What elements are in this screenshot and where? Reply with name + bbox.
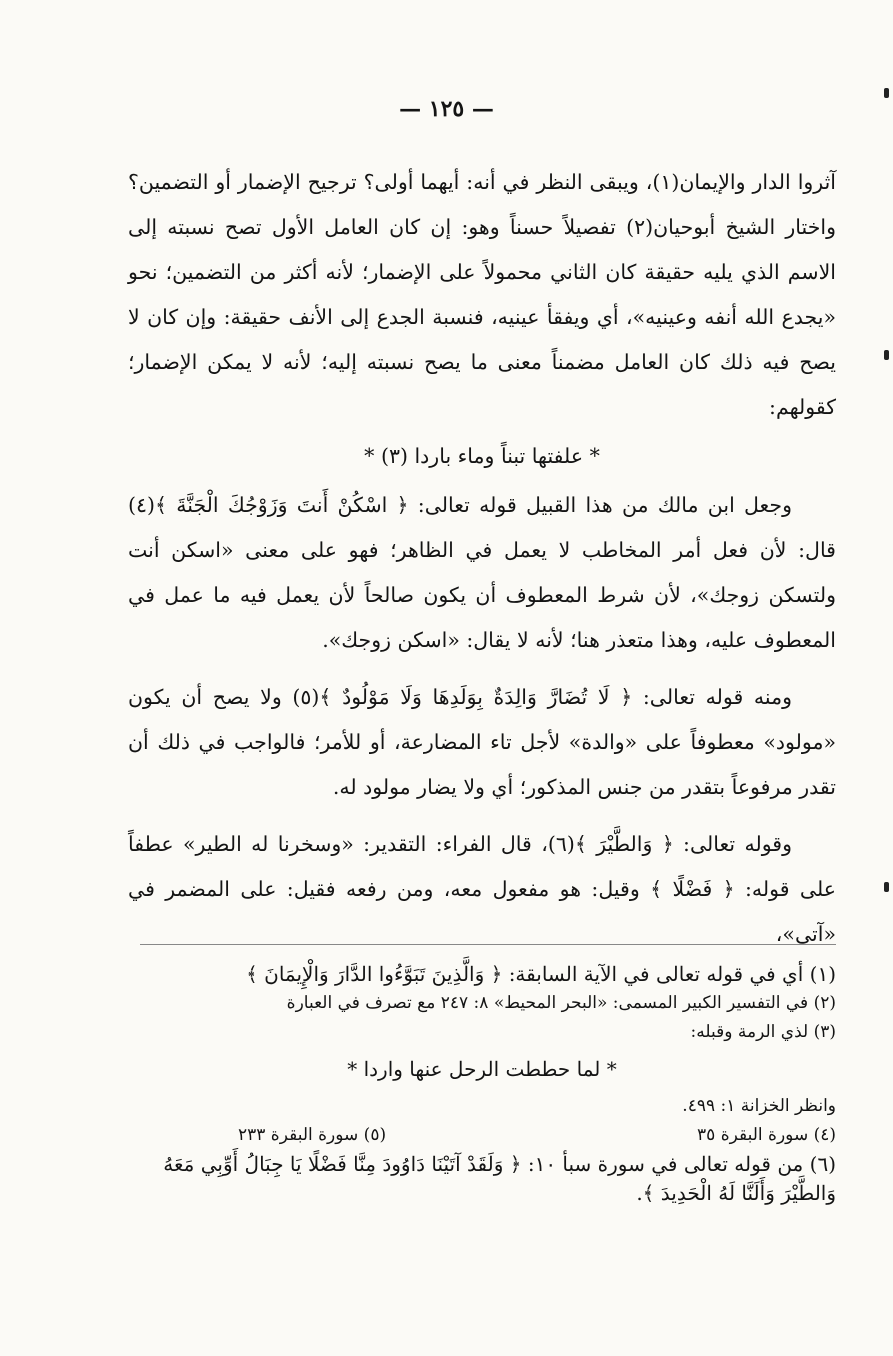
footnote-row-4-5 xyxy=(128,1121,836,1150)
paragraph-2: وجعل ابن مالك من هذا القبيل قوله تعالى: ﴿ اسْكُنْ أَنتَ وَزَوْجُكَ الْجَنَّةَ ﴾(٤) قال: لأن فعل أمر المخاطب لا يعمل في الظاهر؛ فهو على معنى «اسكن أنت ولتسكن زوجك»، لأن شرط المعطوف أن يكون صالحاً لأن يعمل فيه ما عمل في المعطوف عليه، وهذا متعذر هنا؛ لأنه لا يقال: «اسكن زوجك». xyxy=(128,493,836,652)
footnote-3-verse: * لما حططت الرحل عنها واردا * xyxy=(347,1057,617,1081)
edge-mark xyxy=(884,350,889,360)
footnotes xyxy=(128,960,836,1208)
page-number: — ١٢٥ — xyxy=(399,96,494,122)
paragraph-gap xyxy=(128,663,836,675)
footnote-2: (٢) في التفسير الكبير المسمى: «البحر المحيط» ٨: ٢٤٧ مع تصرف في العبارة xyxy=(286,993,836,1013)
footnote-6: (٦) من قوله تعالى في سورة سبأ ١٠: ﴿ وَلَقَدْ آتَيْنَا دَاوُودَ مِنَّا فَضْلًا يَا جِبَالُ أَوِّبِي مَعَهُ وَالطَّيْرَ وَأَلَنَّا لَهُ الْحَدِيدَ ﴾. xyxy=(163,1152,836,1205)
paragraph-gap xyxy=(128,810,836,822)
edge-mark xyxy=(884,88,889,98)
footnote-3: (٣) لذي الرمة وقبله: xyxy=(690,1022,836,1042)
footnote-3-reference: وانظر الخزانة ١: ٤٩٩. xyxy=(682,1096,836,1116)
paragraph-1: آثروا الدار والإيمان(١)، ويبقى النظر في أنه: أيهما أولى؟ ترجيح الإضمار أو التضمين؟ واختار الشيخ أبوحيان(٢) تفصيلاً حسناً وهو: إن كان العامل الأول تصح نسبته إلى الاسم الذي يليه حقيقة كان الثاني محمولاً على الإضمار؛ لأنه أكثر من التضمين؛ نحو «يجدع الله أنفه وعينيه»، أي ويفقأ عينيه، فنسبة الجدع إلى الأنف حقيقة: وإن كان لا يصح فيه ذلك كان العامل مضمناً معنى ما يصح نسبته إليه؛ لأنه لا يمكن الإضمار؛ كقولهم: xyxy=(128,170,836,419)
main-text xyxy=(128,160,836,957)
paragraph-3: ومنه قوله تعالى: ﴿ لَا تُضَارَّ وَالِدَةٌ بِوَلَدِهَا وَلَا مَوْلُودٌ ﴾(٥) ولا يصح أن يكون «مولود» معطوفاً على «والدة» لأجل تاء المضارعة، أو للأمر؛ فالواجب في ذلك أن تقدر مرفوعاً بتقدر من جنس المذكور؛ أي ولا يضار مولود له. xyxy=(128,685,836,799)
edge-mark xyxy=(884,882,889,892)
footnote-1: (١) أي في قوله تعالى في الآية السابقة: ﴿ وَالَّذِينَ تَبَوَّءُوا الدَّارَ وَالْإِيمَانَ ﴾ xyxy=(246,962,836,986)
footnote-5: (٥) سورة البقرة ٢٣٣ xyxy=(238,1125,387,1145)
paragraph-4: وقوله تعالى: ﴿ وَالطَّيْرَ ﴾(٦)، قال الفراء: التقدير: «وسخرنا له الطير» عطفاً على قوله: ﴿ فَضْلًا ﴾ وقيل: هو مفعول معه، ومن رفعه فقيل: على المضمر في «آتى»، xyxy=(128,832,836,946)
footnote-separator xyxy=(140,944,836,945)
verse-line: * علفتها تبناً وماء باردا (٣) * xyxy=(364,444,600,468)
footnote-4: (٤) سورة البقرة ٣٥ xyxy=(697,1125,836,1145)
